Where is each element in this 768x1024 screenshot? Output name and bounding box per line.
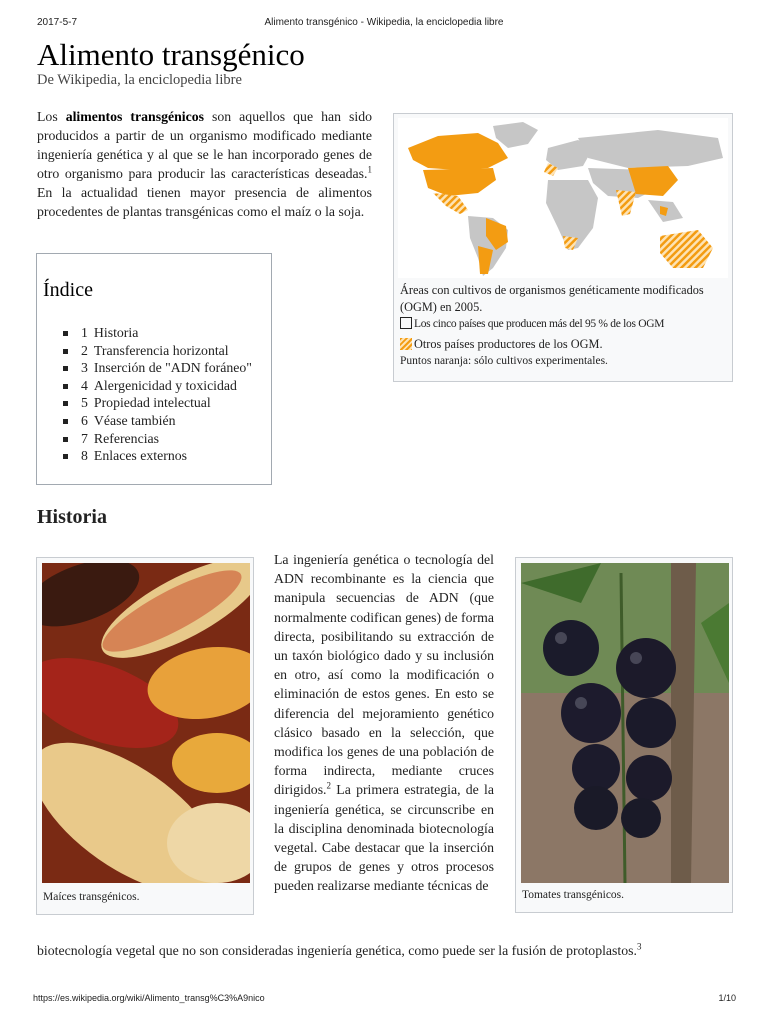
print-url: https://es.wikipedia.org/wiki/Alimento_transg%C3%A9nico — [33, 993, 265, 1003]
ref-link-1[interactable]: 1 — [367, 164, 372, 175]
toc-title: Índice — [43, 279, 93, 301]
print-page-title: Alimento transgénico - Wikipedia, la enciclopedia libre — [264, 17, 504, 28]
world-map-image — [398, 118, 728, 278]
toc-item-vease-tambien[interactable]: 6 Véase también — [61, 412, 252, 430]
toc-item-transferencia-horizontal[interactable]: 2 Transferencia horizontal — [61, 342, 252, 360]
toc-item-insercion-adn[interactable]: 3 Inserción de "ADN foráneo" — [61, 359, 252, 377]
table-of-contents — [36, 253, 272, 485]
historia-paragraph-continued: biotecnología vegetal que no son consideradas ingeniería genética, como puede ser la fusión de protoplastos.$^3$ — [37, 941, 642, 958]
gmo-world-map[interactable] — [398, 118, 728, 278]
map-caption — [400, 282, 730, 370]
toc-list — [61, 324, 252, 465]
toc-item-referencias[interactable]: 7 Referencias — [61, 430, 252, 448]
tomato-caption: Tomates transgénicos. — [522, 889, 625, 901]
toc-item-enlaces-externos[interactable]: 8 Enlaces externos — [61, 447, 252, 465]
print-page-number: 1/10 — [718, 993, 736, 1003]
tomato-image[interactable] — [521, 563, 729, 883]
legend-swatch-secondary — [400, 338, 412, 350]
tomato-photo — [521, 563, 729, 883]
ref-link-3[interactable]: 3 — [636, 941, 642, 952]
legend-secondary-label: Otros países productores de los OGM. — [414, 337, 603, 351]
toc-item-alergenicidad[interactable]: 4 Alergenicidad y toxicidad — [61, 377, 252, 395]
intro-paragraph: Los alimentos transgénicos son aquellos que han sido producidos a partir de un organismo modificado mediante ingeniería genética y al que se le han incorporado genes de otro organismo para producir las características deseadas.$^1$ En la actualidad tienen mayor presencia de alimentos procedentes de plantas transgénicas como el maíz o la soja. — [37, 109, 372, 219]
corn-image[interactable] — [42, 563, 250, 883]
corn-photo — [42, 563, 250, 883]
corn-figure — [36, 557, 254, 915]
legend-primary-label: Los cinco países que producen más del 95 % de los OGM — [414, 318, 665, 330]
toc-item-historia[interactable]: 1 Historia — [61, 324, 252, 342]
print-date: 2017-5-7 — [37, 17, 78, 28]
corn-caption: Maíces transgénicos. — [43, 891, 140, 903]
page-title: Alimento transgénico — [37, 37, 305, 72]
legend-swatch-primary — [400, 317, 412, 329]
section-heading-historia: Historia — [37, 506, 107, 528]
ref-link-2[interactable]: 2 — [326, 780, 332, 791]
toc-item-propiedad-intelectual[interactable]: 5 Propiedad intelectual — [61, 394, 252, 412]
historia-paragraph: La ingeniería genética o tecnología del ADN recombinante es la ciencia que manipula secuencias de ADN (que normalmente codifican genes) de forma directa, posibilitando su extracción de un taxón biológico dado y su inclusión en otro, así como la modificación o eliminación de estos genes. En esto se diferencia del mejoramiento genético clásico basado en la selección, que modifica los genes de una población de forma indirecta, mediante cruces dirigidos.$^2$ La primera estrategia, de la ingeniería genética, se circunscribe en la disciplina denominada biotecnología vegetal. Cabe destacar que la inserción de grupos de genes y otros procesos pueden realizarse mediante técnicas de — [274, 552, 494, 894]
tomato-figure — [515, 557, 733, 913]
map-figure — [393, 113, 733, 382]
intro-bold-term: alimentos transgénicos — [65, 109, 204, 124]
page-subtitle: De Wikipedia, la enciclopedia libre — [37, 72, 242, 88]
map-caption-note: Puntos naranja: sólo cultivos experimentales. — [400, 355, 608, 367]
map-caption-text: Áreas con cultivos de organismos genéticamente modificados (OGM) en 2005. — [400, 283, 704, 314]
